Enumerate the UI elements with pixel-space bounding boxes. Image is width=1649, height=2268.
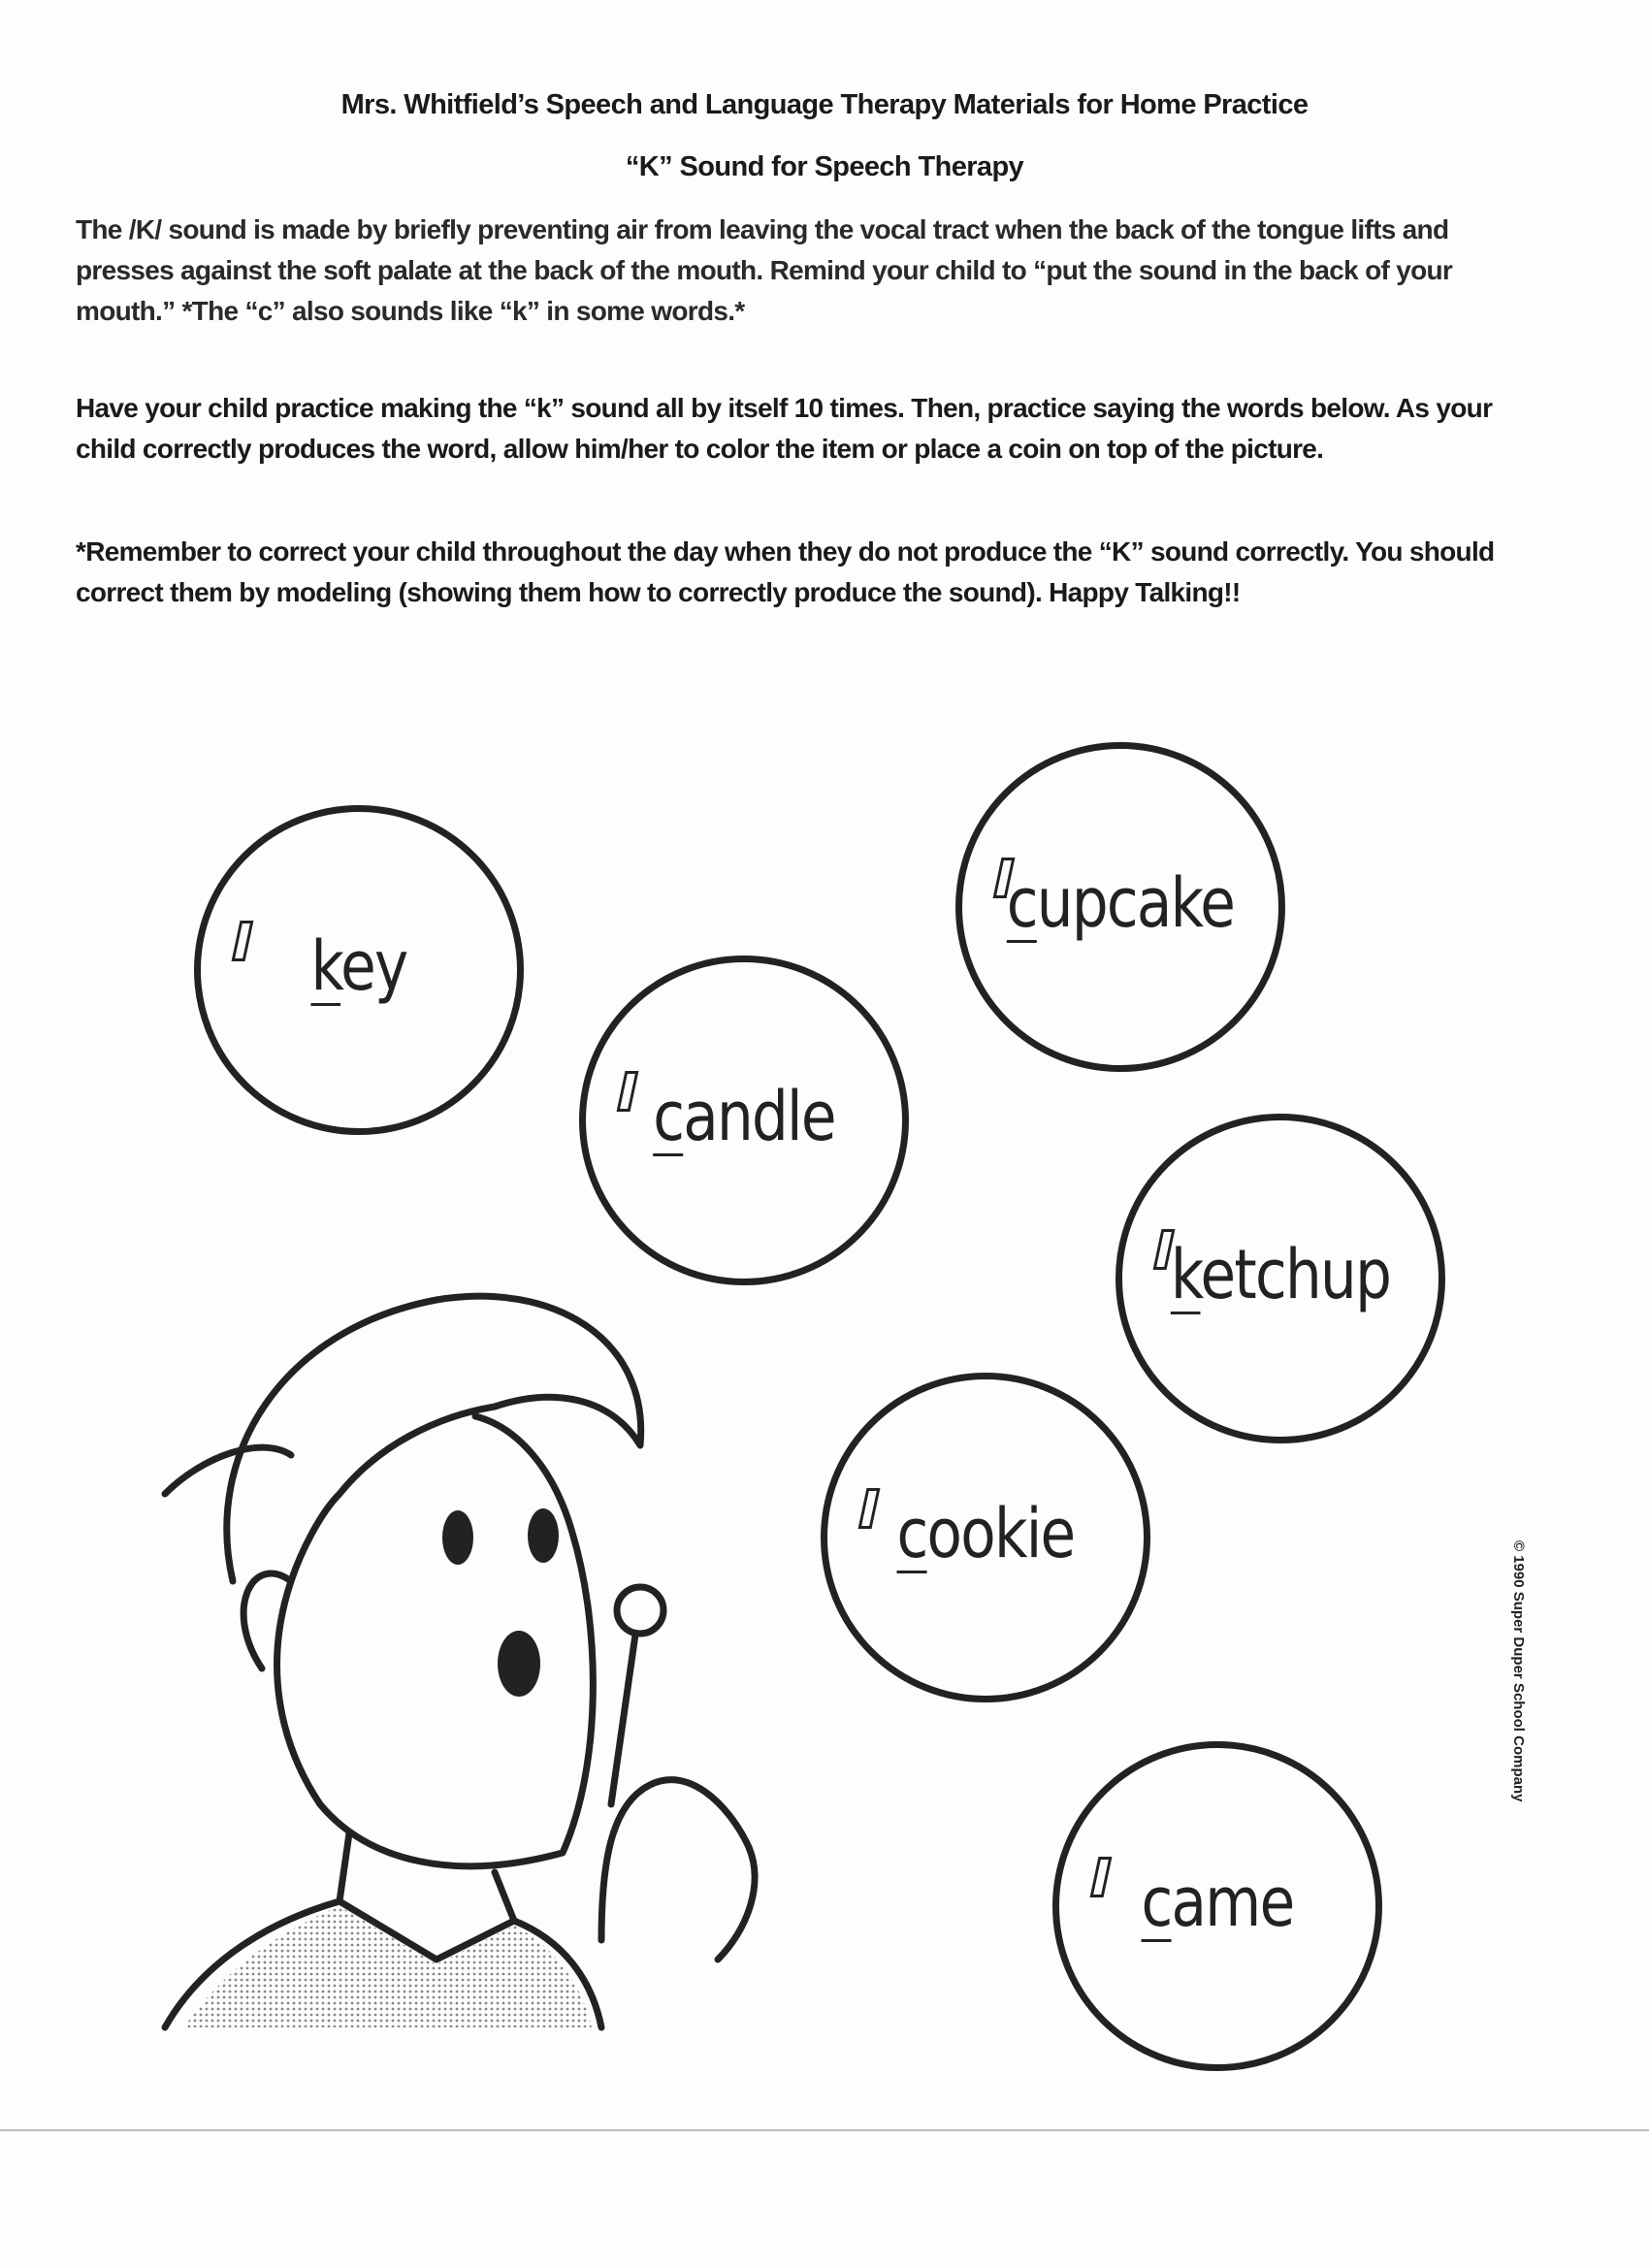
left-eye: [442, 1510, 473, 1565]
bottom-divider: [0, 2129, 1649, 2131]
bubble-wand-ring: [617, 1587, 663, 1634]
right-eye: [528, 1508, 559, 1563]
hair: [227, 1296, 641, 1581]
face: [277, 1416, 594, 1866]
mouth: [498, 1631, 540, 1697]
instruction-paragraph-1: The /K/ sound is made by briefly preventing air from leaving the vocal tract when the back of the tongue lifts and presses against the soft palate at the back of the mouth. Remind your child to “put the sound in the back of your mouth.” *The “c” also sounds like “k” in some words.*: [76, 214, 1453, 326]
page-subtitle: “K” Sound for Speech Therapy: [625, 151, 1024, 182]
word-cookie: cookie: [896, 1494, 1075, 1573]
word-bubble-ketchup[interactable]: [1116, 1114, 1445, 1443]
word-cupcake: cupcake: [1006, 863, 1235, 943]
page-title: Mrs. Whitfield’s Speech and Language Therapy Materials for Home Practice: [340, 89, 1309, 120]
word-bubble-came[interactable]: [1052, 1741, 1382, 2071]
word-bubble-key[interactable]: [194, 805, 524, 1135]
neck: [340, 1833, 514, 1921]
boy-blowing-bubbles-illustration: [146, 1261, 922, 2037]
hand: [601, 1780, 755, 1960]
instruction-paragraph-2: Have your child practice making the “k” sound all by itself 10 times. Then, practice saying the words below. As your child correctly produces the word, allow him/her to color the item or place a coin on top of the picture.: [76, 393, 1493, 464]
bubble-wand-stick: [611, 1635, 635, 1804]
copyright-notice: © 1990 Super Duper School Company: [1510, 1540, 1527, 1802]
word-came: came: [1141, 1863, 1294, 1942]
instruction-paragraph-3: *Remember to correct your child throughout the day when they do not produce the “K” sound correctly. You should correct them by modeling (showing them how to correctly produce the sound). Happy Talking!!: [76, 536, 1495, 607]
word-ketchup: ketchup: [1170, 1235, 1391, 1314]
word-candle: candle: [653, 1077, 835, 1156]
word-key: key: [310, 926, 407, 1006]
word-bubble-cupcake[interactable]: [955, 742, 1285, 1072]
word-bubble-candle[interactable]: [579, 956, 909, 1285]
